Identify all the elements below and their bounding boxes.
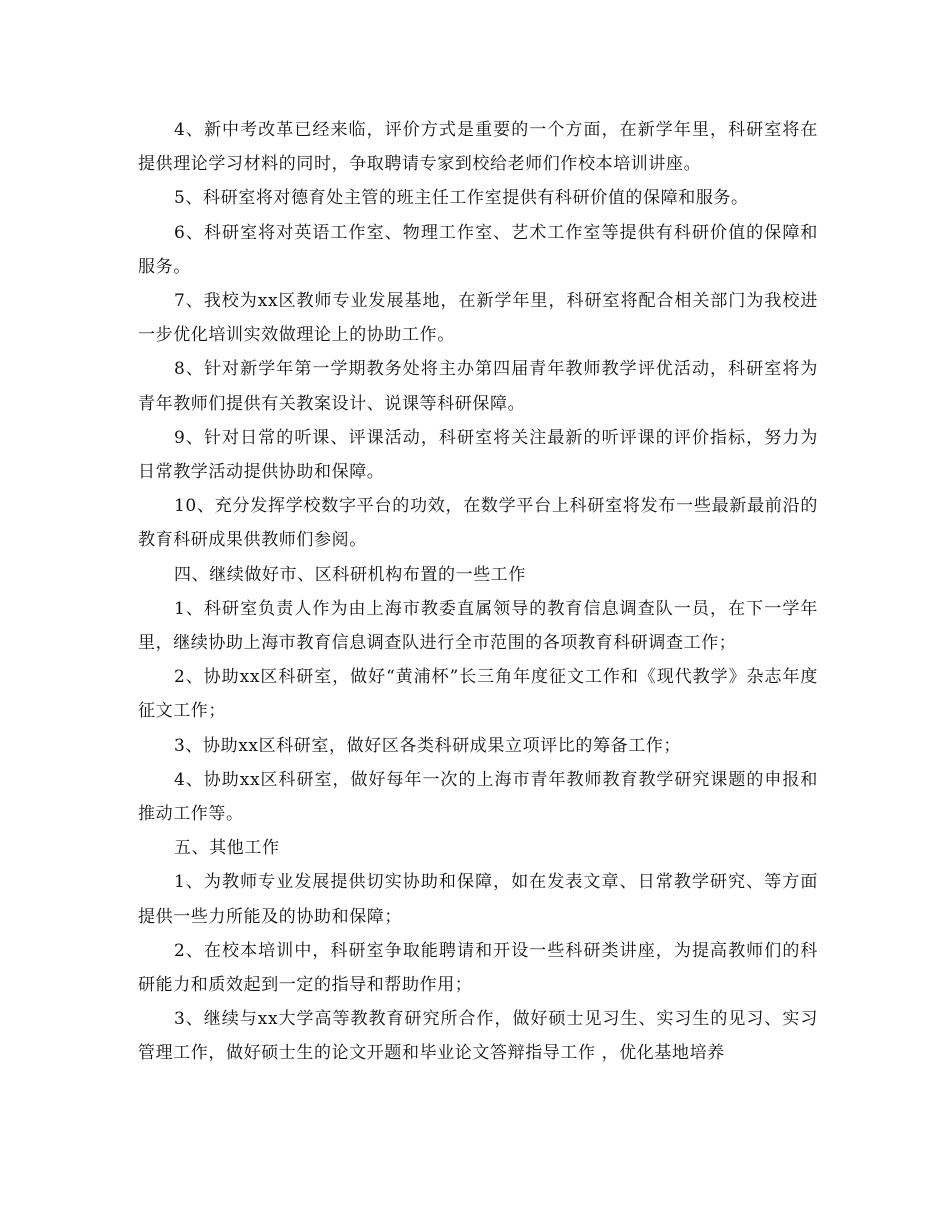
paragraph-item-5: 5、科研室将对德育处主管的班主任工作室提供有科研价值的保障和服务。	[174, 188, 749, 209]
document-body	[138, 113, 818, 1071]
paragraph-section5-item-3: 3、继续与xx大学高等教教育研究所合作，做好硕士见习生、实习生的见习、实习管理工作，做好硕士生的论文开题和毕业论文答辩指导工作 ，优化基地培养	[138, 1009, 818, 1064]
paragraph-item-6: 6、科研室将对英语工作室、物理工作室、艺术工作室等提供有科研价值的保障和服务。	[138, 222, 818, 277]
paragraph-section4-item-1: 1、科研室负责人作为由上海市教委直属领导的教育信息调查队一员，在下一学年里，继续协助上海市教育信息调查队进行全市范围的各项教育科研调查工作；	[138, 598, 818, 654]
paragraph-section5-item-1: 1、为教师专业发展提供切实协助和保障，如在发表文章、日常教学研究、等方面提供一些力所能及的协助和保障；	[138, 872, 818, 927]
paragraph-item-4: 4、新中考改革已经来临，评价方式是重要的一个方面，在新学年里，科研室将在提供理论学习材料的同时，争取聘请专家到校给老师们作校本培训讲座。	[138, 120, 818, 175]
section-heading-5: 五、其他工作	[174, 838, 280, 859]
paragraph-section4-item-2: 2、协助xx区科研室，做好“黄浦杯”长三角年度征文工作和《现代教学》杂志年度征文工作；	[138, 667, 818, 722]
paragraph-section5-item-2: 2、在校本培训中，科研室争取能聘请和开设一些科研类讲座，为提高教师们的科研能力和质效起到一定的指导和帮助作用；	[138, 940, 818, 996]
paragraph-item-7: 7、我校为xx区教师专业发展基地，在新学年里，科研室将配合相关部门为我校进一步优化培训实效做理论上的协助工作。	[138, 291, 818, 346]
paragraph-section4-item-4: 4、协助xx区科研室，做好每年一次的上海市青年教师教育教学研究课题的申报和推动工作等。	[138, 769, 818, 825]
paragraph-section4-item-3: 3、协助xx区科研室，做好区各类科研成果立项评比的筹备工作；	[174, 735, 681, 756]
section-heading-4: 四、继续做好市、区科研机构布置的一些工作	[174, 564, 526, 585]
paragraph-item-8: 8、针对新学年第一学期教务处将主办第四届青年教师教学评优活动，科研室将为青年教师们提供有关教案设计、说课等科研保障。	[138, 359, 818, 414]
paragraph-item-10: 10、充分发挥学校数字平台的功效，在数学平台上科研室将发布一些最新最前沿的教育科研成果供教师们参阅。	[138, 496, 818, 551]
paragraph-item-9: 9、针对日常的听课、评课活动，科研室将关注最新的听评课的评价指标，努力为日常教学活动提供协助和保障。	[138, 427, 818, 483]
